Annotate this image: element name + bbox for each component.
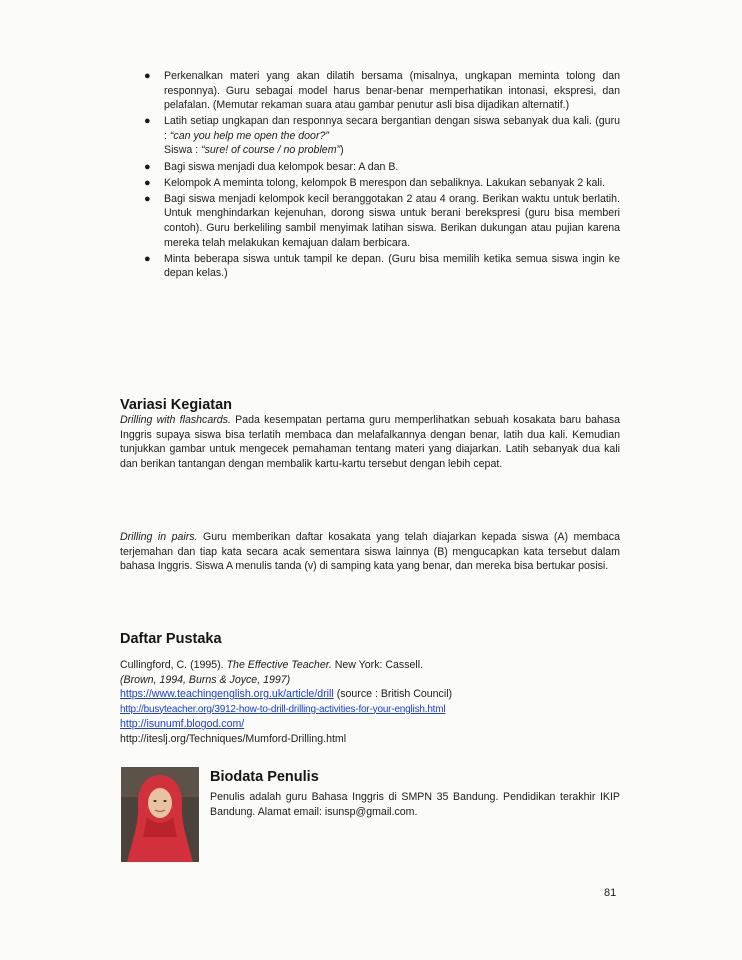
reference-link[interactable]: https://www.teachingenglish.org.uk/article/drill xyxy=(120,688,334,701)
pustaka-heading: Daftar Pustaka xyxy=(120,631,222,647)
reference-item: Cullingford, C. (1995). The Effective Teacher. New York: Cassell. xyxy=(120,659,424,671)
reference-link[interactable]: http://isunumf.blogod.com/ xyxy=(120,718,245,731)
variasi-heading: Variasi Kegiatan xyxy=(120,397,233,413)
list-item: ● Minta beberapa siswa untuk tampil ke depan. (Guru bisa memilih ketika semua siswa ingin ke depan kelas.) xyxy=(144,252,620,280)
list-item: ● Perkenalkan materi yang akan dilatih bersama (misalnya, ungkapan meminta tolong dan responnya). Guru sebagai model harus benar-benar memperhatikan intonasi, ekspresi, dan pelafalan. (Memutar rekaman suara atau gambar penutur asli bisa dijadikan alternatif.) xyxy=(144,70,620,112)
reference-item: http://iteslj.org/Techniques/Mumford-Drilling.html xyxy=(120,732,347,745)
bullet-icon: ● xyxy=(144,192,151,205)
list-item: ● Bagi siswa menjadi kelompok kecil beranggotakan 2 atau 4 orang. Berikan waktu untuk berlatih. Untuk menghindarkan kejenuhan, dorong siswa untuk berani berekspresi (guru bisa memberi contoh). Guru berkeliling sambil menyimak latihan siswa. Berikan dukungan atau pujian karena mereka telah melakukan kemajuan dalam berbicara. xyxy=(144,192,620,249)
list-item: ● Bagi siswa menjadi dua kelompok besar: A dan B. xyxy=(144,160,399,173)
reference-list xyxy=(120,658,620,747)
bullet-icon: ● xyxy=(144,70,151,82)
activity-steps-list xyxy=(140,69,620,282)
bullet-icon: ● xyxy=(144,115,151,128)
reference-item xyxy=(120,702,620,718)
reference-item: (Brown, 1994, Burns & Joyce, 1997) xyxy=(120,673,291,686)
page-number: 81 xyxy=(604,887,617,899)
bullet-icon: ● xyxy=(144,176,151,189)
biodata-heading: Biodata Penulis xyxy=(210,769,319,785)
list-item: ● Latih setiap ungkapan dan responnya secara bergantian dengan siswa sebanyak dua kali. (guru : “can you help me open the door?” Siswa : “sure! of course / no problem”) xyxy=(144,115,620,157)
biodata-text: Penulis adalah guru Bahasa Inggris di SMPN 35 Bandung. Pendidikan terakhir IKIP Bandung. Alamat email: isunsp@gmail.com. xyxy=(210,791,620,818)
list-item: ● Kelompok A meminta tolong, kelompok B merespon dan sebaliknya. Lakukan sebanyak 2 kali. xyxy=(144,176,606,189)
variasi-paragraph-1: Drilling with flashcards. Pada kesempatan pertama guru memperlihatkan sebuah kosakata baru bahasa Inggris supaya siswa bisa terlatih membaca dan melafalkannya dengan benar, latih dua kali. Kemudian tunjukkan gambar untuk mengecek pemahaman tentang materi yang diajarkan. Latih sebanyak dua kali dan berikan tantangan dengan membalik kartu-kartu tersebut dengan lebih cepat. xyxy=(120,414,620,470)
bullet-icon: ● xyxy=(144,252,151,265)
author-photo xyxy=(121,767,199,862)
reference-item: https://www.teachingenglish.org.uk/article/drill (source : British Council) xyxy=(120,688,453,701)
reference-link[interactable]: http://busyteacher.org/3912-how-to-drill-drilling-activities-for-your-english.html xyxy=(120,703,446,715)
reference-item xyxy=(120,717,620,732)
author-portrait-image xyxy=(121,767,199,862)
bullet-icon: ● xyxy=(144,160,151,173)
variasi-paragraph-2: Drilling in pairs. Guru memberikan daftar kosakata yang telah diajarkan kepada siswa (A) membaca terjemahan dan tiap kata secara acak sementara siswa lainnya (B) mengucapkan kata tersebut dalam bahasa Inggris. Siswa A menulis tanda (v) di samping kata yang benar, dan mereka bisa bertukar posisi. xyxy=(120,531,620,573)
